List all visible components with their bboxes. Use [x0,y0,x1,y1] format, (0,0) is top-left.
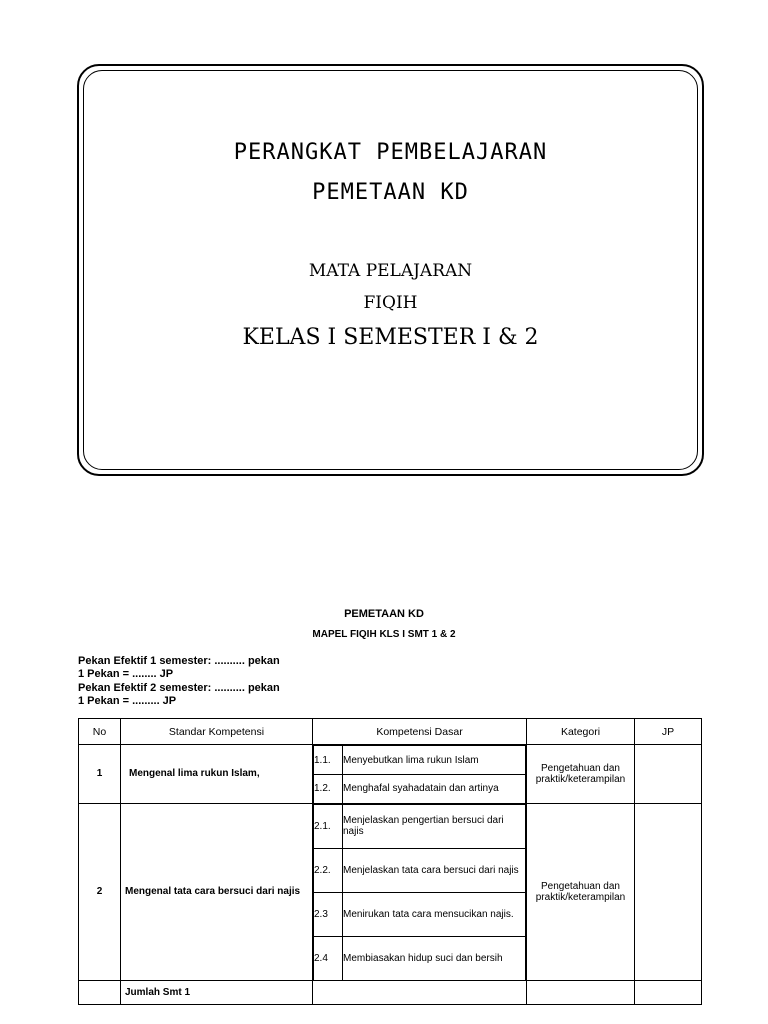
header-kategori: Kategori [527,719,635,745]
row-kompetensi-dasar [313,745,527,804]
kd-mapping-table [78,718,702,1005]
effective-weeks-info [78,655,280,708]
total-jp-cell [635,981,702,1005]
total-kategori-cell [527,981,635,1005]
row-standar-kompetensi: Mengenal tata cara bersuci dari najis [121,803,313,981]
kd-text: Membiasakan hidup suci dan bersih [343,936,526,980]
kd-item [314,746,526,775]
header-jp: JP [635,719,702,745]
cover-frame [77,64,704,476]
header-kompetensi-dasar: Kompetensi Dasar [313,719,527,745]
total-kd-cell [313,981,527,1005]
kd-number: 2.1. [314,804,343,848]
table-total-row [79,981,702,1005]
info-line: 1 Pekan = ........ JP [78,668,174,681]
cover-subject: FIQIH [363,293,418,313]
kd-text: Menjelaskan pengertian bersuci dari najis [343,804,526,848]
row-jp [635,745,702,804]
row-kompetensi-dasar [313,803,527,981]
kd-number: 1.1. [314,746,343,775]
table-header-row [79,719,702,745]
table-row [79,745,702,804]
cover-inner-frame [83,70,698,470]
kd-item [314,848,526,892]
kd-item [314,892,526,936]
section-subtitle: MAPEL FIQIH KLS I SMT 1 & 2 [312,629,456,640]
total-no-cell [79,981,121,1005]
cover-subject-label: MATA PELAJARAN [308,261,473,281]
total-label: Jumlah Smt 1 [121,981,313,1005]
kd-item [314,775,526,803]
info-line: Pekan Efektif 2 semester: .......... pekan [78,681,280,694]
row-no: 1 [79,745,121,804]
kd-number: 1.2. [314,775,343,803]
kd-item [314,936,526,980]
table-row [79,803,702,981]
kd-number: 2.4 [314,936,343,980]
row-kategori: Pengetahuan dan praktik/keterampilan [527,745,635,804]
kd-text: Menirukan tata cara mensucikan najis. [343,892,526,936]
kd-text: Menjelaskan tata cara bersuci dari najis [343,848,526,892]
row-kategori: Pengetahuan dan praktik/keterampilan [527,803,635,981]
kd-list [313,804,526,981]
kd-text: Menyebutkan lima rukun Islam [343,746,526,775]
cover-class-semester: KELAS I SEMESTER I & 2 [242,325,539,350]
section-title: PEMETAAN KD [344,608,424,620]
kd-text: Menghafal syahadatain dan artinya [343,775,526,803]
cover-subtitle: PEMETAAN KD [312,180,469,205]
kd-item [314,804,526,848]
kd-number: 2.2. [314,848,343,892]
row-no: 2 [79,803,121,981]
info-line: 1 Pekan = ......... JP [78,694,177,707]
kd-number: 2.3 [314,892,343,936]
cover-title: PERANGKAT PEMBELAJARAN [233,140,548,165]
kd-list [313,745,526,803]
info-line: Pekan Efektif 1 semester: .......... pekan [78,655,280,667]
row-jp [635,803,702,981]
header-standar-kompetensi: Standar Kompetensi [121,719,313,745]
header-no: No [79,719,121,745]
row-standar-kompetensi: Mengenal lima rukun Islam, [121,745,313,804]
